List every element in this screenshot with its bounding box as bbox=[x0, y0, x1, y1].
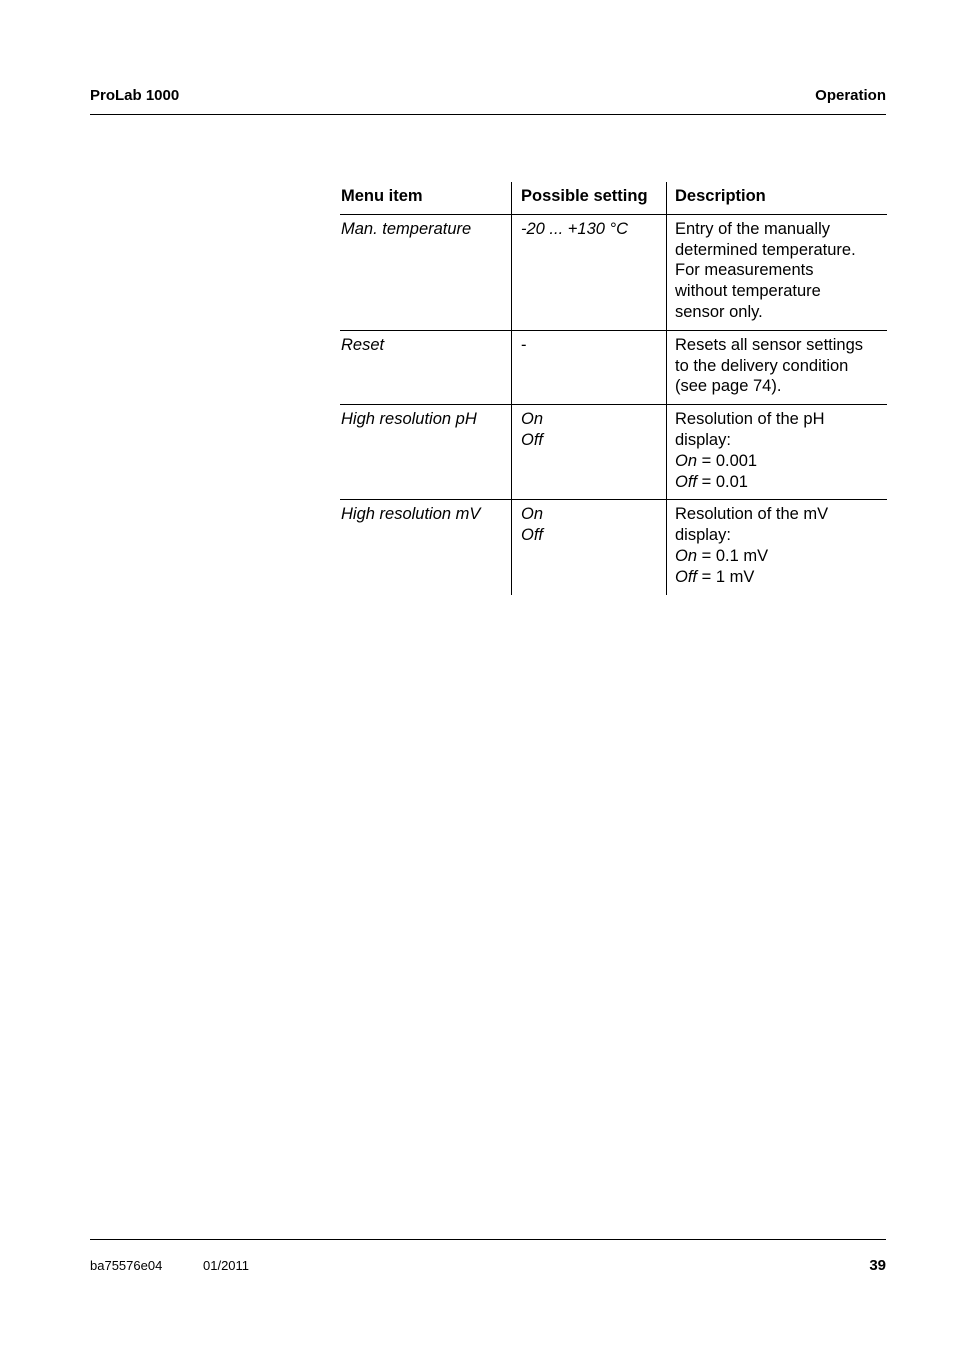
value-text: = 0.1 mV bbox=[697, 546, 769, 565]
value-key: On bbox=[675, 451, 698, 470]
description-cell bbox=[667, 500, 888, 595]
page-number: 39 bbox=[869, 1257, 886, 1274]
settings-table bbox=[340, 182, 887, 595]
value-key: On bbox=[675, 546, 698, 565]
setting-value: Off bbox=[521, 526, 544, 545]
description-line: without temperature bbox=[675, 282, 821, 301]
table-header-row bbox=[340, 182, 887, 214]
table-row bbox=[340, 500, 887, 595]
menu-item-cell: Man. temperature bbox=[340, 214, 512, 330]
setting-cell bbox=[512, 405, 667, 500]
value-key: Off bbox=[675, 472, 698, 491]
description-line: For measurements bbox=[675, 261, 814, 280]
value-text: = 1 mV bbox=[697, 567, 755, 586]
menu-item-cell: High resolution pH bbox=[340, 405, 512, 500]
table-row bbox=[340, 330, 887, 404]
description-line: Resolution of the pH bbox=[675, 410, 825, 429]
header-product-name: ProLab 1000 bbox=[90, 87, 180, 104]
value-key: Off bbox=[675, 567, 698, 586]
description-value-line bbox=[675, 546, 887, 567]
setting-cell bbox=[512, 500, 667, 595]
description-line: sensor only. bbox=[675, 302, 763, 321]
menu-item-cell: Reset bbox=[340, 330, 512, 404]
table-row bbox=[340, 405, 887, 500]
setting-cell bbox=[512, 330, 667, 404]
description-value-line bbox=[675, 567, 887, 588]
setting-cell bbox=[512, 214, 667, 330]
table-row bbox=[340, 214, 887, 330]
page-header bbox=[90, 86, 886, 115]
description-line: display: bbox=[675, 430, 731, 449]
value-text: = 0.001 bbox=[697, 451, 758, 470]
description-cell bbox=[667, 330, 888, 404]
column-header-description: Description bbox=[667, 182, 888, 214]
document-date: 01/2011 bbox=[203, 1258, 250, 1273]
setting-value: Off bbox=[521, 430, 544, 449]
description-line: Resets all sensor settings bbox=[675, 335, 864, 354]
description-line: (see page 74). bbox=[675, 377, 782, 396]
description-value-line bbox=[675, 472, 887, 493]
setting-value: - bbox=[521, 335, 527, 354]
description-value-line bbox=[675, 451, 887, 472]
setting-value: On bbox=[521, 410, 544, 429]
column-header-menu-item: Menu item bbox=[340, 182, 512, 214]
description-line: determined temperature. bbox=[675, 240, 856, 259]
menu-item-cell: High resolution mV bbox=[341, 505, 481, 524]
description-line: Resolution of the mV bbox=[675, 505, 829, 524]
setting-value: On bbox=[521, 505, 544, 524]
description-line: display: bbox=[675, 526, 731, 545]
description-cell bbox=[667, 214, 888, 330]
value-text: = 0.01 bbox=[697, 472, 748, 491]
description-cell bbox=[667, 405, 888, 500]
page-footer bbox=[90, 1239, 886, 1274]
description-line: to the delivery condition bbox=[675, 356, 849, 375]
column-header-possible-setting: Possible setting bbox=[512, 182, 667, 214]
description-line: Entry of the manually bbox=[675, 219, 830, 238]
document-code: ba75576e04 bbox=[90, 1258, 163, 1273]
header-section-name: Operation bbox=[815, 87, 886, 104]
setting-value: -20 ... +130 °C bbox=[521, 219, 629, 238]
